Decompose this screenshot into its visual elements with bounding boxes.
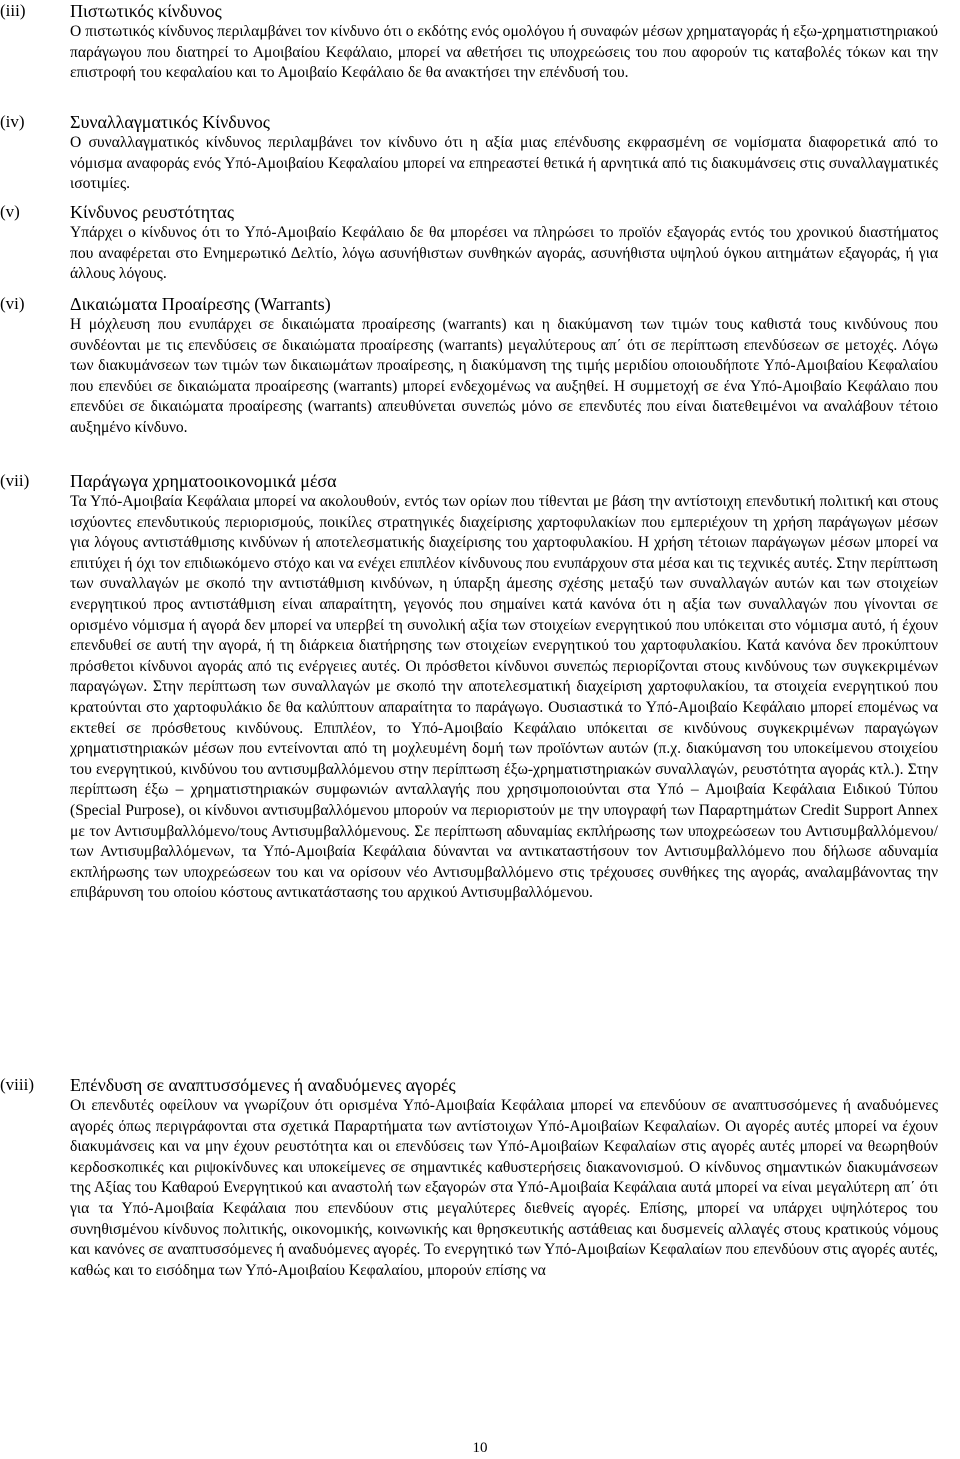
section-paragraph: Τα Υπό-Αμοιβαία Κεφάλαια μπορεί να ακολουθούν, εντός των ορίων που τίθενται με βάση την αντίστοιχη επενδυτική πολιτική και στους ισχύοντες επενδυτικούς περιορισμούς, ποικίλες στρατηγικές διαχείρισης χαρτοφυλακίων που εμπεριέχουν τη χρήση παράγωγων μέσων για λόγους αντιστάθμισης κινδύνων ή αποτελεσματικής διαχείρισης του χαρτοφυλακίου. Η χρήση τέτοιων παράγωγων μέσων μπορεί να επιτύχει ή όχι τον επιδιωκόμενο στόχο και να ενέχει επιπλέον κίνδυνους που ενυπάρχουν στα μέσα και τις τεχνικές αυτές. Στην περίπτωση των συναλλαγών με σκοπό την αντιστάθμιση κινδύνων, η ύπαρξη άμεσης σχέσης μεταξύ των συναλλαγών αυτών και των στοιχείων ενεργητικού προς αντιστάθμιση είναι απαραίτητη, γεγονός που σημαίνει κατά κανόνα ότι η αξία των συναλλαγών που γίνονται σε ορισμένο νόμισμα ή αγορά δεν μπορεί να υπερβεί τη συνολική αξία των στοιχείων ενεργητικού που υπόκειται στο νόμισμα αυτό, ή έχουν επενδυθεί σε αυτή την αγορά, ή τη διάρκεια διατήρησης των στοιχείων ενεργητικού του χαρτοφυλακίου. Κατά κανόνα δεν προκύπτουν πρόσθετοι κίνδυνοι αγοράς από τις ενέργειες αυτές. Οι πρόσθετοι κίνδυνοι συνεπώς περιορίζονται στους κινδύνους των συγκεκριμένων παραγώγων. Στην περίπτωση των συναλλαγών με σκοπό την αποτελεσματική διαχείριση χαρτοφυλακίου, τα στοιχεία ενεργητικού που κρατούνται στο χαρτοφυλάκιο δε θα καλύπτουν απαραίτητα το παράγωγο. Ουσιαστικά το Υπό-Αμοιβαίο Κεφάλαιο μπορεί επομένως να εκτεθεί σε πρόσθετους κινδύνους. Επιπλέον, το Υπό-Αμοιβαίο Κεφάλαιο υπόκειται σε κινδύνους συγκεκριμένων παραγώγων χρηματιστηριακών μέσων που εντείνονται από τη μοχλευμένη δομή των προϊόντων αυτών (π.χ. διακύμανση του υποκείμενου στοιχείου του ενεργητικού, κινδύνου του αντισυμβαλλόμενου στην περίπτωση έξω-χρηματιστηριακών συναλλαγών, ρευστότητα αγοράς κτλ.). Στην περίπτωση έξω – χρηματιστηριακών συμφωνιών ανταλλαγής που χρησιμοποιούνται στα Υπό – Αμοιβαία Κεφάλαια Ειδικού Τύπου (Special Purpose), οι κίνδυνοι αντισυμβαλλόμενου μπορούν να περιοριστούν με την υπογραφή των Παραρτημάτων Credit Support Annex με τον Αντισυμβαλλόμενο/τους Αντισυμβαλλόμενους. Σε περίπτωση αδυναμίας εκπλήρωσης των υποχρεώσεων του Αντισυμβαλλόμενου/των Αντισυμβαλλόμενων, τα Υπό-Αμοιβαία Κεφάλαια δύνανται να αντικαταστήσουν τον Αντισυμβαλλόμενο που δήλωσε αδυναμία εκπλήρωσης των υποχρεώσεων του και να ορίσουν νέο Αντισυμβαλλόμενο στις τρέχουσες συνθήκες της αγοράς, αναλαμβάνοντας την επιβάρυνση του οποίου κόστους αντικατάστασης του αρχικού Αντισυμβαλλόμενου.	[70, 493, 938, 902]
section-heading: Επένδυση σε αναπτυσσόμενες ή αναδυόμενες αγορές	[70, 1075, 456, 1095]
section-number: (vii)	[0, 471, 30, 490]
section-paragraph: Η μόχλευση που ενυπάρχει σε δικαιώματα προαίρεσης (warrants) και η διακύμανση των τιμών τους καθιστά τους κινδύνους που συνδέονται με τις επενδύσεις σε δικαιώματα προαίρεσης (warrants) μεγαλύτερους απ΄ ότι σε περίπτωση επενδύσεων σε μετοχές. Λόγω των διακυμάνσεων των τιμών των δικαιωμάτων προαίρεσης, η διακύμανση της τιμής μεριδίου οποιουδήποτε Υπό-Αμοιβαίου Κεφαλαίου που επενδύει σε δικαιώματα προαίρεσης (warrants) μπορεί ενδεχομένως να αυξηθεί. Η συμμετοχή σε ένα Υπό-Αμοιβαίο Κεφάλαιο που επενδύει σε δικαιώματα προαίρεσης (warrants) απευθύνεται συνεπώς μόνο σε επενδυτές που είναι διατεθειμένοι να αναλάβουν τέτοιο αυξημένο κίνδυνο.	[70, 316, 938, 436]
section-heading: Πιστωτικός κίνδυνος	[70, 1, 222, 21]
section-number: (vi)	[0, 294, 25, 313]
section-heading: Παράγωγα χρηματοοικονομικά μέσα	[70, 471, 337, 491]
section-currency-risk	[0, 111, 960, 195]
section-heading: Δικαιώματα Προαίρεσης (Warrants)	[70, 294, 331, 314]
section-number: (viii)	[0, 1075, 34, 1094]
section-paragraph: Ο πιστωτικός κίνδυνος περιλαμβάνει τον κίνδυνο ότι ο εκδότης ενός ομολόγου ή συναφών μέσων χρηματαγοράς ή εξω-χρηματιστηριακού παράγωγου που διατηρεί το Αμοιβαίου Κεφάλαιο, μπορεί να αθετήσει τις υποχρεώσεις του που αφορούν τις καταβολές τόκων και την επιστροφή του κεφαλαίου και το Αμοιβαίο Κεφάλαιο δε θα ανακτήσει την επένδυσή του.	[70, 23, 938, 82]
section-paragraph: Ο συναλλαγματικός κίνδυνος περιλαμβάνει τον κίνδυνο ότι η αξία μιας επένδυσης εκφρασμένη σε νομίσματα διαφορετικά από το νόμισμα αναφοράς ενός Υπό-Αμοιβαίου Κεφαλαίου μπορεί να επηρεαστεί θετικά ή αρνητικά από τις διακυμάνσεις στις συναλλαγματικές ισοτιμίες.	[70, 134, 938, 193]
section-heading: Κίνδυνος ρευστότητας	[70, 202, 234, 222]
section-number: (v)	[0, 202, 20, 221]
section-number: (iii)	[0, 1, 26, 20]
section-derivatives	[0, 470, 960, 904]
section-paragraph: Υπάρχει ο κίνδυνος ότι το Υπό-Αμοιβαίο Κεφάλαιο δε θα μπορέσει να πληρώσει το προϊόν εξαγοράς εντός του χρονικού διαστήματος που αναφέρεται στο Ενημερωτικό Δελτίο, λόγω ασυνήθιστων συνθηκών αγοράς, ασυνήθιστα υψηλού όγκου αιτημάτων εξαγοράς, ή για άλλους λόγους.	[70, 224, 938, 283]
section-credit-risk	[0, 0, 960, 84]
section-liquidity-risk	[0, 201, 960, 285]
section-number: (iv)	[0, 112, 25, 131]
section-heading: Συναλλαγματικός Κίνδυνος	[70, 112, 270, 132]
section-emerging-markets	[0, 1074, 960, 1281]
section-warrants	[0, 293, 960, 439]
section-paragraph: Οι επενδυτές οφείλουν να γνωρίζουν ότι ορισμένα Υπό-Αμοιβαία Κεφάλαια μπορεί να επενδύουν σε αναπτυσσόμενες ή αναδυόμενες αγορές όπως περιγράφονται στα σχετικά Παραρτήματα των αντίστοιχων Υπό-Αμοιβαίων Κεφαλαίων. Οι αγορές αυτές μπορεί να έχουν διακυμάνσεις και να μην έχουν ρευστότητα και οι επενδύσεις των Υπό-Αμοιβαίων Κεφαλαίων στις αγορές αυτές μπορεί να θεωρηθούν κερδοσκοπικές και ριψοκίνδυνες και υποκείμενες σε σημαντικές καθυστερήσεις διακανονισμού. Ο κίνδυνος σημαντικών διακυμάνσεων της Αξίας του Καθαρού Ενεργητικού και αναστολή των εξαγορών στα Υπό-Αμοιβαία Κεφάλαια αυτά μπορεί να είναι μεγαλύτερη απ΄ ότι για τα Υπό-Αμοιβαία Κεφάλαια που επενδύουν στις μεγαλύτερες διεθνείς αγορές. Επίσης, μπορεί να υπάρχει υψηλότερος του συνηθισμένου κίνδυνος πολιτικής, οικονομικής, κοινωνικής και θρησκευτικής αστάθειας και δυσμενείς αλλαγές στους κρατικούς νόμους και κανόνες σε αναπτυσσόμενες ή αναδυόμενες αγορές. Το ενεργητικό των Υπό-Αμοιβαίων Κεφαλαίων που επενδύουν στις αγορές αυτές, καθώς και το εισόδημα των Υπό-Αμοιβαίου Κεφαλαίου, μπορούν επίσης να	[70, 1097, 938, 1279]
page-number: 10	[472, 1440, 488, 1456]
